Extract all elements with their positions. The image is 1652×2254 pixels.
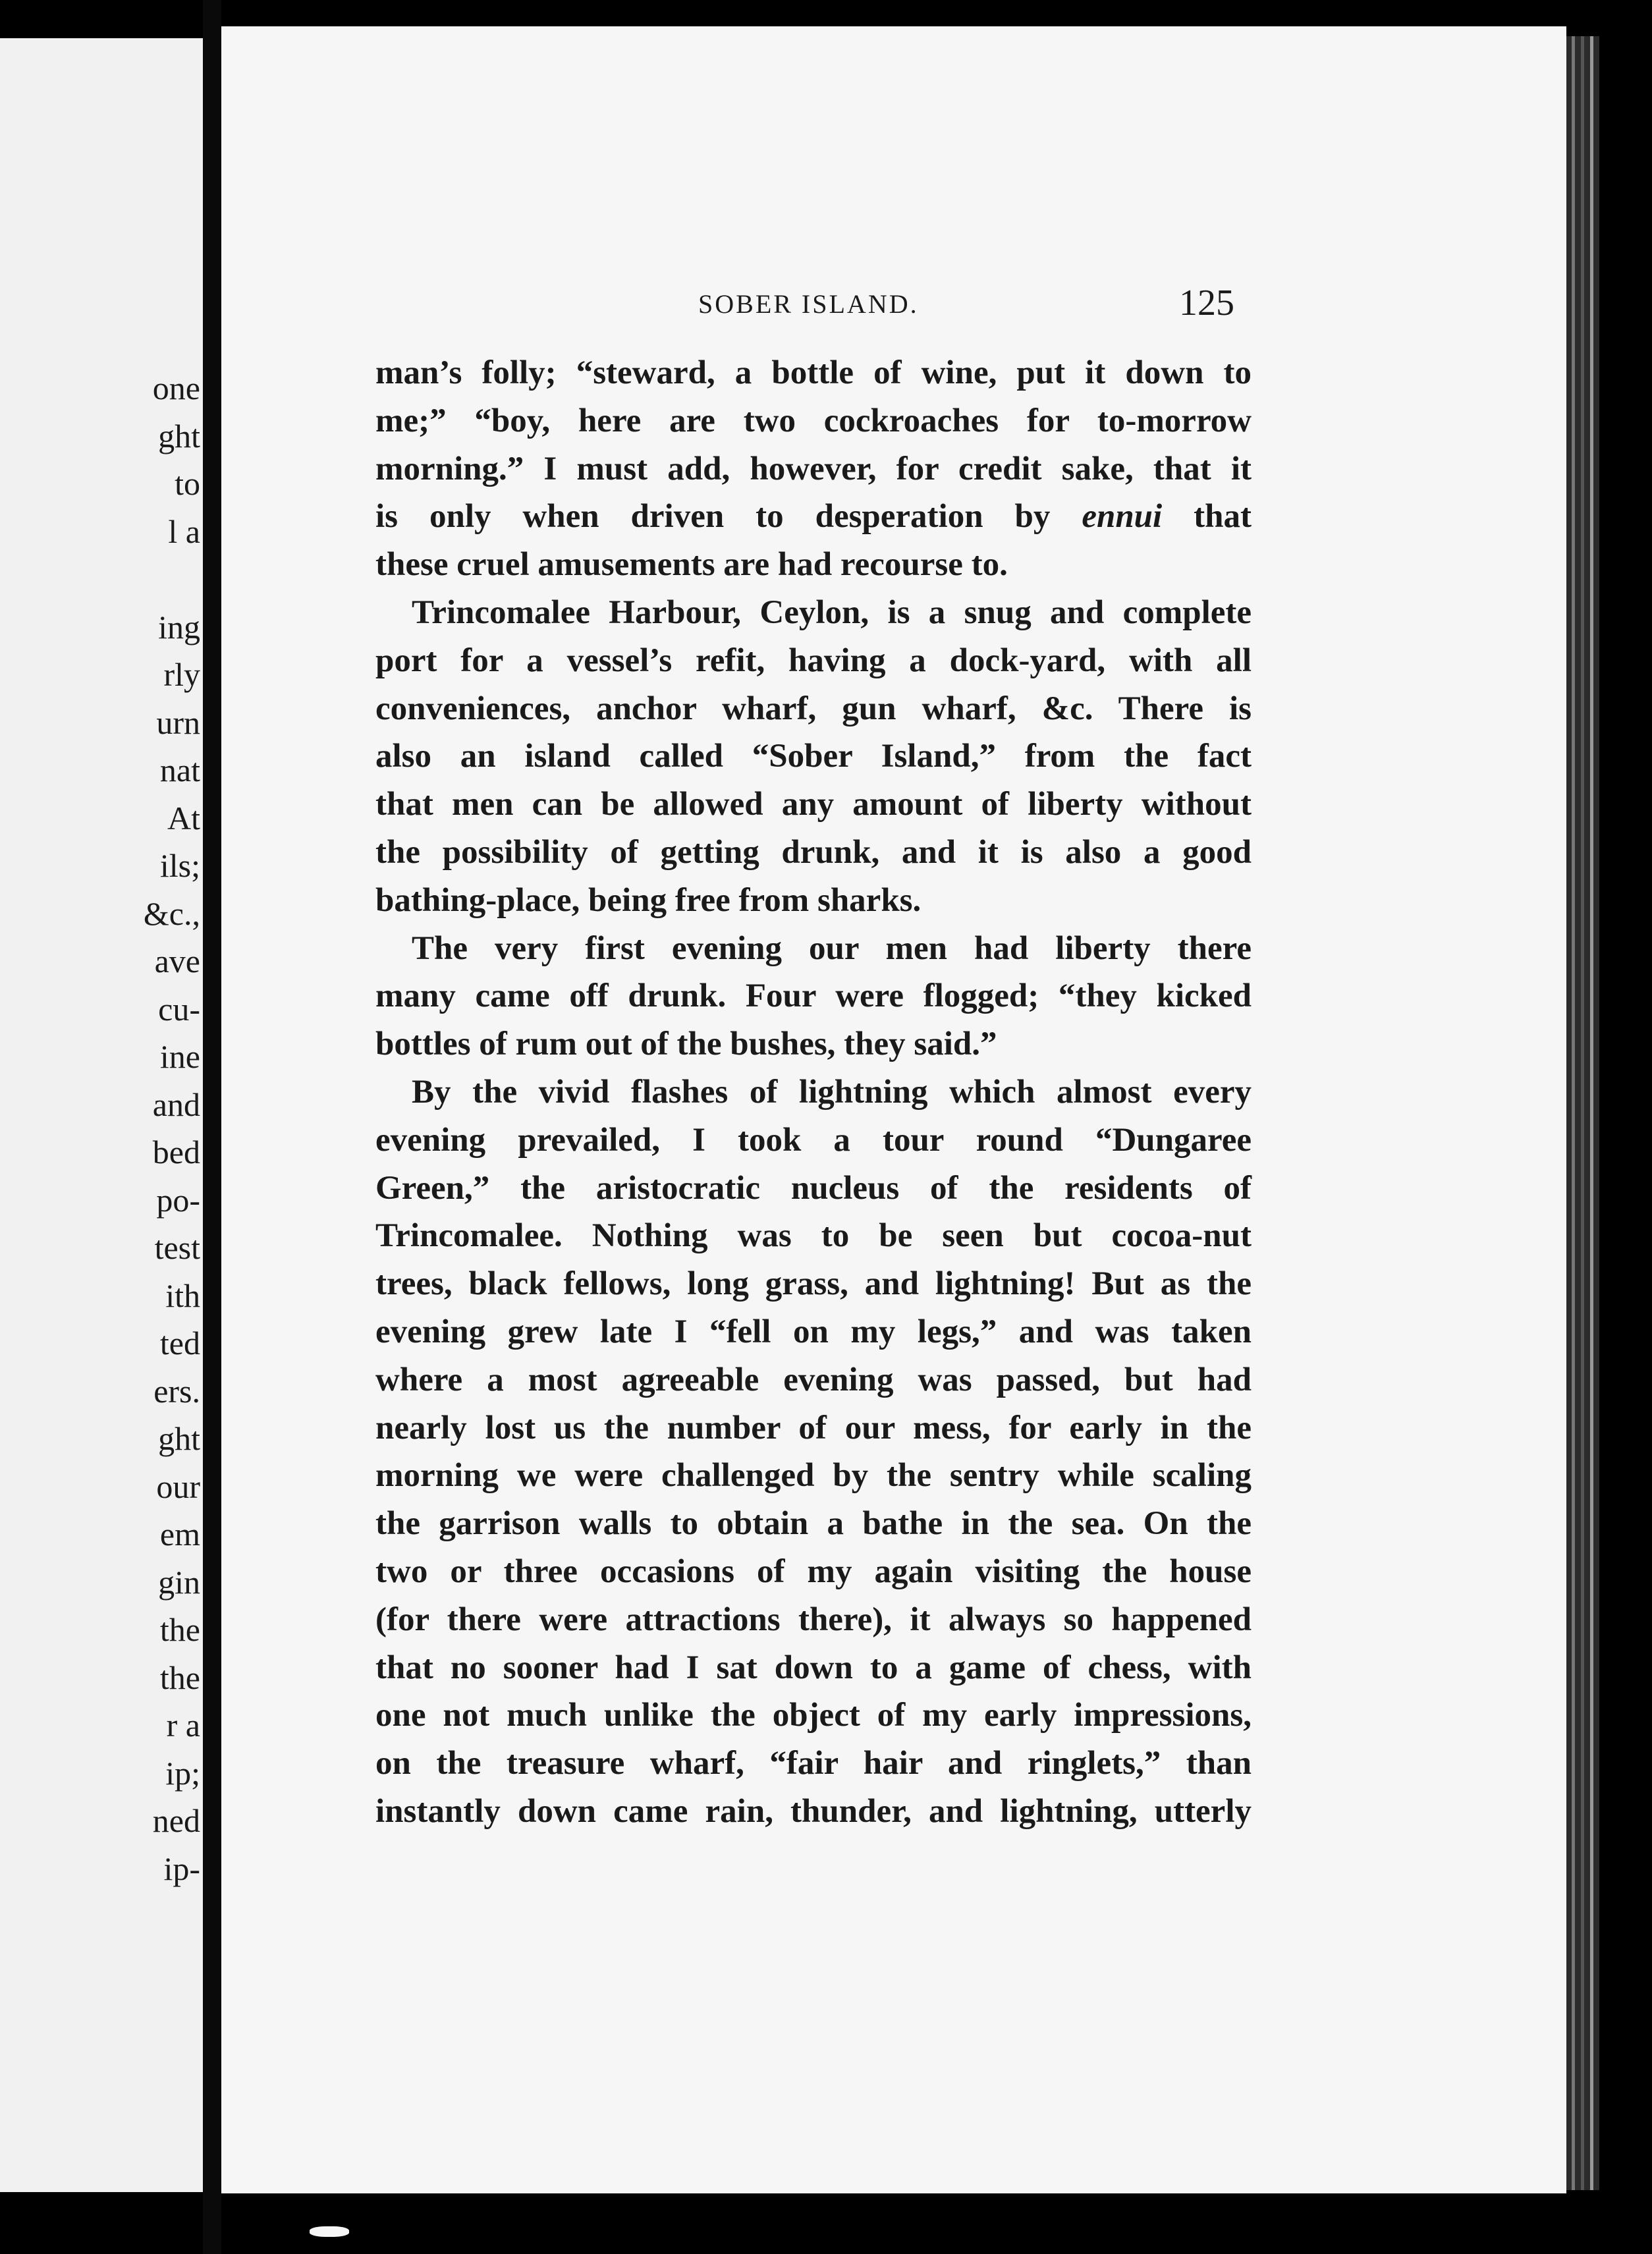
paragraph [375,589,1252,925]
left-page-fragment: At [167,799,200,837]
text-line: (for there were attractions there), it always so happened [375,1601,1252,1638]
text-line: By the vivid flashes of lightning which almost every [412,1073,1252,1111]
left-page-fragment: ith [165,1277,200,1314]
left-page [0,38,203,2192]
left-page-fragment: ned [152,1802,200,1839]
paragraph [375,349,1252,589]
left-page-fragment: nat [159,752,200,788]
left-page-fragment: ght [158,1420,200,1457]
book-gutter [203,0,221,2254]
page-edge-stripe [1581,36,1584,2190]
left-page-fragment: ils; [159,847,200,884]
text-line: Green,” the aristocratic nucleus of the residents of [375,1169,1252,1207]
left-page-fragment: our [156,1468,200,1505]
left-page-fragment: urn [156,703,200,741]
left-page-fragment: to [175,465,200,502]
text-line: evening prevailed, I took a tour round “Dungaree [375,1121,1252,1159]
paragraph [375,1068,1252,1836]
text-line: Trincomalee. Nothing was to be seen but cocoa-nut [375,1217,1252,1255]
left-page-fragment: ing [158,608,200,646]
text-line: nearly lost us the number of our mess, for early in the [375,1409,1252,1446]
text-line: these cruel amusements are had recourse to. [375,546,1008,584]
italic-word: ennui [1082,498,1163,536]
text-line: port for a vessel’s refit, having a dock-yard, with all [375,642,1252,679]
text-line: The very first evening our men had liberty there [412,929,1252,967]
left-page-text-fragments [144,364,200,1892]
left-page-fragment: test [154,1229,200,1266]
text-line: that men can be allowed any amount of liberty without [375,786,1252,823]
left-page-fragment: em [159,1516,200,1553]
text-line: evening grew late I “fell on my legs,” and was taken [375,1313,1252,1350]
text-line: me;” “boy, here are two cockroaches for to-morrow [375,402,1252,439]
left-page-fragment: rly [163,656,200,693]
left-page-fragment: the [159,1611,200,1648]
left-page-fragment [144,555,200,603]
paragraph [375,925,1252,1068]
left-page-fragment: ted [159,1325,200,1361]
running-head: SOBER ISLAND. [698,289,919,319]
body-text [375,349,1252,1836]
left-page-fragment: ine [159,1038,200,1075]
page-edge-stripe [1572,36,1575,2190]
text-line: many came off drunk. Four were flogged; “they kicked [375,977,1252,1015]
left-page-fragment: po- [156,1181,200,1219]
left-page-fragment: l a [168,512,200,550]
left-page-fragment: the [159,1659,200,1696]
text-line: where a most agreeable evening was passed, but had [375,1361,1252,1398]
text-line: that no sooner had I sat down to a game of chess, with [375,1649,1252,1686]
scan-smudge [310,2226,349,2237]
text-line: morning.” I must add, however, for credit sake, that it [375,450,1252,487]
text-line: Trincomalee Harbour, Ceylon, is a snug and complete [412,593,1252,631]
page-edge-stripe [1590,36,1593,2190]
left-page-fragment: ip; [165,1754,200,1792]
text-line: morning we were challenged by the sentry while scaling [375,1457,1252,1495]
text-line: one not much unlike the object of my early impressions, [375,1697,1252,1734]
text-line: the possibility of getting drunk, and it is also a good [375,833,1252,871]
text-line: two or three occasions of my again visiting the house [375,1553,1252,1590]
text-line: conveniences, anchor wharf, gun wharf, &c. There is [375,690,1252,727]
left-page-fragment: gin [158,1563,200,1601]
left-page-fragment: ght [158,417,200,454]
text-line: is only when driven to desperation by ennui that [375,498,1252,536]
page-edge [1566,36,1599,2190]
left-page-fragment: ave [154,943,200,979]
left-page-fragment: one [152,370,200,406]
page-number: 125 [1179,283,1234,323]
text-line: also an island called “Sober Island,” from the fact [375,738,1252,775]
left-page-fragment: &c., [143,894,200,932]
text-line: bottles of rum out of the bushes, they said.” [375,1026,997,1063]
left-page-fragment: and [152,1086,200,1123]
text-line: instantly down came rain, thunder, and lightning, utterly [375,1792,1252,1830]
left-page-fragment: ip- [163,1850,200,1887]
text-line: man’s folly; “steward, a bottle of wine, put it down to [375,354,1252,391]
text-line: bathing-place, being free from sharks. [375,881,922,919]
left-page-fragment: cu- [158,990,200,1028]
left-page-fragment: bed [152,1134,200,1170]
left-page-fragment: ers. [153,1372,200,1410]
text-line: on the treasure wharf, “fair hair and ringlets,” than [375,1745,1252,1782]
left-page-fragment: r a [166,1707,200,1744]
text-line: the garrison walls to obtain a bathe in the sea. On the [375,1505,1252,1543]
text-line: trees, black fellows, long grass, and lightning! But as the [375,1265,1252,1303]
